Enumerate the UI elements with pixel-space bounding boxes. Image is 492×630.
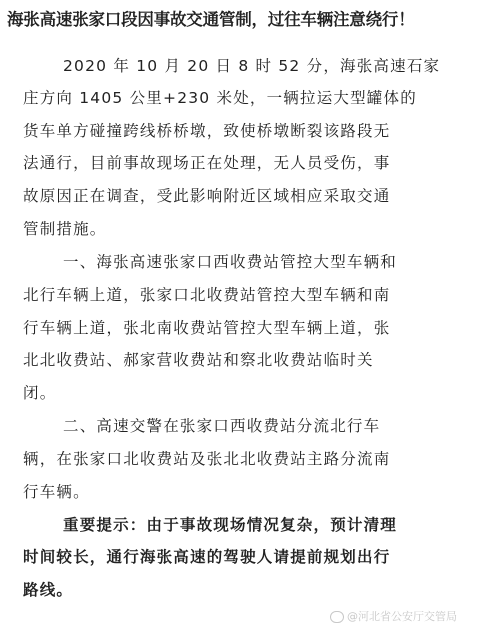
paragraph-line: 法通行，目前事故现场正在处理，无人员受伤，事 bbox=[23, 154, 391, 172]
paragraph-line: 行车辆。 bbox=[23, 483, 90, 501]
paragraph-line: 故原因正在调查，受此影响附近区域相应采取交通 bbox=[23, 187, 391, 205]
headline: 海张高速张家口段因事故交通管制，过往车辆注意绕行！ bbox=[7, 10, 415, 29]
paragraph-line: 管制措施。 bbox=[23, 220, 107, 238]
paragraph-line: 行车辆上道，张北南收费站管控大型车辆上道，张 bbox=[23, 319, 391, 337]
paragraph-line: 北行车辆上道，张家口北收费站管控大型车辆和南 bbox=[23, 286, 391, 304]
paragraph-line: 货车单方碰撞跨线桥桥墩，致使桥墩断裂该路段无 bbox=[23, 122, 391, 140]
watermark bbox=[330, 608, 457, 624]
paragraph-line: 二、高速交警在张家口西收费站分流北行车 bbox=[63, 417, 381, 435]
watermark-text: @河北省公安厅交管局 bbox=[347, 610, 457, 623]
paragraph-line: 庄方向 1405 公里+230 米处，一辆拉运大型罐体的 bbox=[23, 89, 417, 107]
important-notice-line: 重要提示：由于事故现场情况复杂，预计清理 bbox=[63, 516, 398, 534]
paragraph-line: 闭。 bbox=[23, 384, 57, 402]
important-notice-line: 路线。 bbox=[23, 581, 74, 599]
paragraph-line: 2020 年 10 月 20 日 8 时 52 分，海张高速石家 bbox=[63, 57, 441, 75]
important-notice-line: 时间较长，通行海张高速的驾驶人请提前规划出行 bbox=[23, 548, 391, 566]
weibo-icon bbox=[330, 611, 344, 623]
paragraph-line: 辆，在张家口北收费站及张北北收费站主路分流南 bbox=[23, 450, 391, 468]
paragraph-line: 北北收费站、郝家营收费站和察北收费站临时关 bbox=[23, 351, 374, 369]
paragraph-line: 一、海张高速张家口西收费站管控大型车辆和 bbox=[63, 253, 398, 271]
